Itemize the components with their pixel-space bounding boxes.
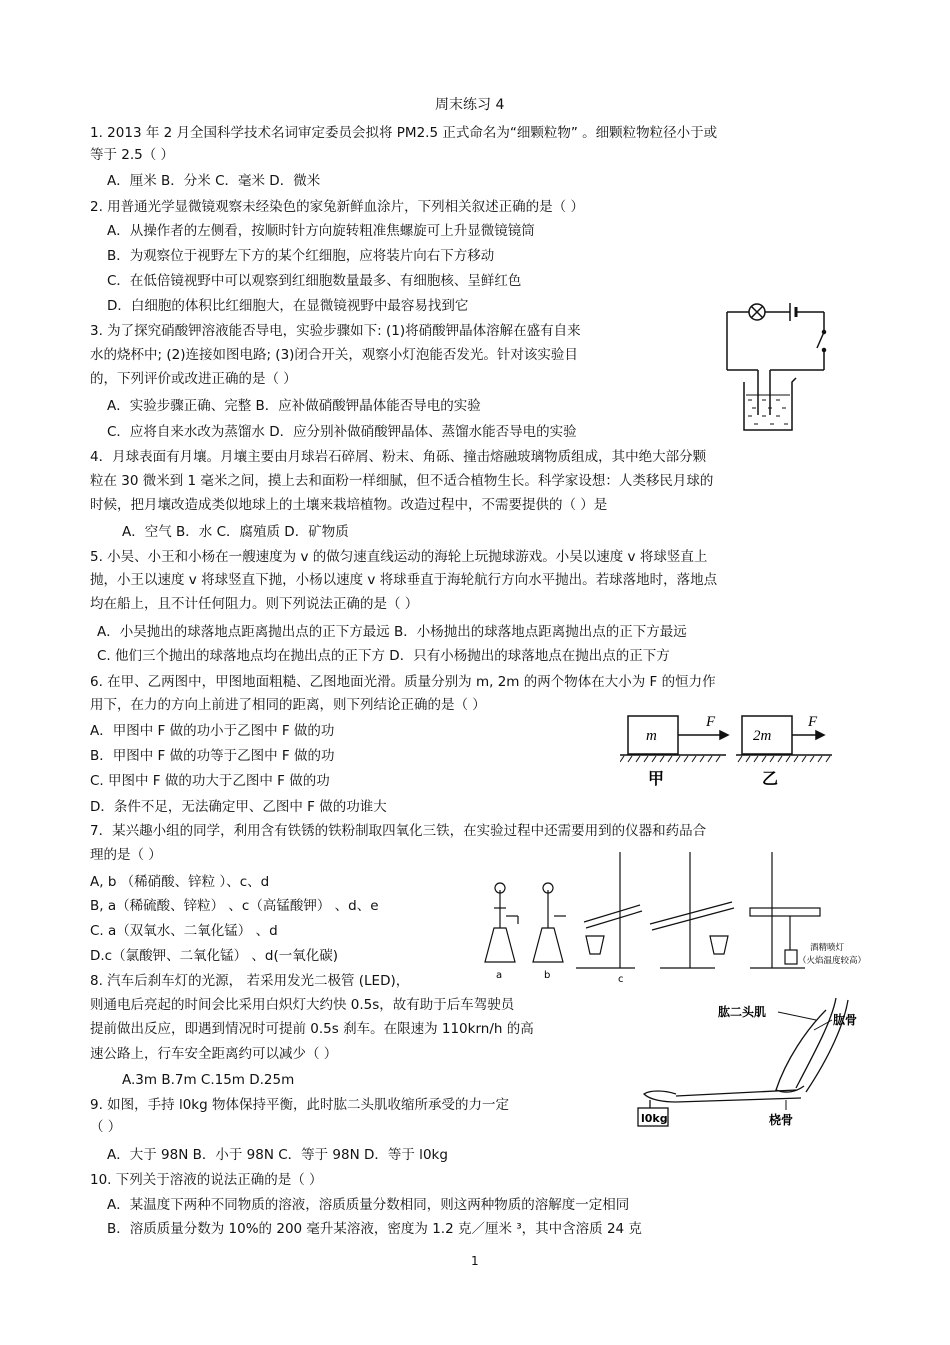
text-line: 时候，把月壤改造成类似地球上的土壤来栽培植物。改造过程中，不需要提供的（ ）是: [90, 497, 608, 513]
text-line: A．厘米 B．分米 C．毫米 D．微米: [107, 173, 321, 189]
page-title: 周末练习 4: [435, 97, 505, 113]
text-line: B．甲图中 F 做的功等于乙图中 F 做的功: [90, 748, 335, 764]
text-line: C. 甲图中 F 做的功大于乙图中 F 做的功: [90, 773, 330, 789]
alcohol-lamp-icon: [785, 950, 797, 964]
text-line: 提前做出反应，即遇到情况时可提前 0.5s 刹车。在限速为 110krn/h 的高: [90, 1021, 534, 1037]
text-line: C．在低倍镜视野中可以观察到红细胞数量最多、有细胞核、呈鲜红色: [107, 273, 522, 289]
text-line: D.c（氯酸钾、二氧化锰） 、d(一氧化碳): [90, 948, 339, 964]
label-a: a: [496, 970, 503, 981]
text-line: 4．月球表面有月壤。月壤主要由月球岩石碎屑、粉末、角砾、撞击熔融玻璃物质组成，其中绝大部分颗: [90, 449, 707, 465]
biceps-label: 肱二头肌: [718, 1005, 767, 1019]
text-line: B, a（稀硫酸、锌粒） 、c（高锰酸钾） 、d、e: [90, 898, 379, 914]
label-c: c: [618, 974, 624, 985]
text-line: 2. 用普通光学显微镜观察未经染色的家兔新鲜血涂片，下列相关叙述正确的是（ ）: [90, 199, 584, 215]
text-line: 10. 下列关于溶液的说法正确的是（ ）: [90, 1172, 323, 1188]
text-line: 1. 2013 年 2 月全国科学技术名词审定委员会拟将 PM2.5 正式命名为“细颗粒物” 。细颗粒物粒径小于或: [90, 125, 718, 141]
text-line: C. a（双氧水、二氧化锰） 、d: [90, 923, 278, 939]
fig-label-yi: 乙: [762, 769, 779, 788]
radius-icon: [676, 1090, 796, 1096]
text-line: 理的是（ ）: [90, 847, 162, 863]
text-line: B．溶质质量分数为 10%的 200 毫升某溶液，密度为 1.2 克／厘米 ³，其中含溶质 24 克: [107, 1221, 642, 1237]
humerus-label: 肱骨: [833, 1013, 858, 1027]
text-line: 水的烧杯中; (2)连接如图电路; (3)闭合开关，观察小灯泡能否发光。针对该实验目: [90, 347, 578, 363]
text-line: 均在船上，且不计任何阻力。则下列说法正确的是（ ）: [90, 596, 419, 612]
text-line: D．条件不足，无法确定甲、乙图中 F 做的功谁大: [90, 799, 387, 815]
text-line: A, b （稀硝酸、锌粒 ）、c、d: [90, 874, 270, 890]
force-label-1: F: [706, 714, 716, 730]
circuit-figure: [722, 300, 842, 440]
text-line: 8. 汽车后刹车灯的光源， 若采用发光二极管 (LED)，: [90, 973, 410, 989]
text-line: （ ）: [90, 1119, 122, 1135]
label-b: b: [544, 970, 551, 981]
text-line: 粒在 30 微米到 1 毫米之间，摸上去和面粉一样细腻，但不适合植物生长。科学家设想：人类移民月球的: [90, 473, 714, 489]
text-line: 抛，小王以速度 v 将球竖直下抛，小杨以速度 v 将球垂直于海轮航行方向水平抛出。若球落地时，落地点: [90, 572, 718, 588]
switch-icon: [817, 332, 824, 348]
fig-label-jia: 甲: [648, 769, 665, 788]
block-m-label: m: [646, 728, 657, 744]
lamp-label-1: 酒精喷灯: [810, 943, 845, 953]
radius-label: 桡骨: [769, 1113, 794, 1127]
text-line: A．从操作者的左侧看，按顺时针方向旋转粗准焦螺旋可上升显微镜镜筒: [107, 223, 535, 239]
page-number: 1: [471, 1254, 479, 1268]
block-2m-label: 2m: [753, 728, 772, 744]
force-figure: [620, 706, 840, 790]
text-line: 则通电后亮起的时间会比采用白炽灯大约快 0.5s，故有助于后车驾驶员: [90, 997, 515, 1013]
lamp-label-2: （火焰温度较高）: [798, 956, 867, 966]
apparatus-figure: [480, 850, 885, 985]
text-line: 7．某兴趣小组的同学，利用含有铁锈的铁粉制取四氧化三铁，在实验过程中还需要用到的仪器和药品合: [90, 823, 707, 839]
text-line: 速公路上，行车安全距离约可以减少（ ）: [90, 1046, 338, 1062]
text-line: A．大于 98N B．小于 98N C．等于 98N D．等于 l0kg: [107, 1147, 448, 1163]
text-line: 的，下列评价或改进正确的是（ ）: [90, 371, 297, 387]
text-line: C. 他们三个抛出的球落地点均在抛出点的正下方 D．只有小杨抛出的球落地点在抛出点的正下方: [97, 648, 670, 664]
text-line: A.3m B.7m C.15m D.25m: [122, 1072, 295, 1088]
flask-b-icon: [533, 928, 563, 962]
arm-figure: [636, 990, 866, 1130]
text-line: A．小吴抛出的球落地点距离抛出点的正下方最远 B．小杨抛出的球落地点距离抛出点的正下方最远: [97, 624, 687, 640]
humerus-icon: [796, 998, 836, 1088]
text-line: 5. 小吴、小王和小杨在一艘速度为 v 的做匀速直线运动的海轮上玩抛球游戏。小吴以速度 v 将球竖直上: [90, 549, 708, 565]
force-label-2: F: [808, 714, 818, 730]
text-line: 9. 如图，手持 l0kg 物体保持平衡，此时肱二头肌收缩所承受的力一定: [90, 1097, 509, 1113]
text-line: A．空气 B．水 C．腐殖质 D．矿物质: [122, 524, 349, 540]
text-line: 6. 在甲、乙两图中，甲图地面粗糙、乙图地面光滑。质量分别为 m, 2m 的两个物体在大小为 F 的恒力作: [90, 674, 716, 690]
weight-label: l0kg: [641, 1112, 668, 1125]
text-line: C．应将自来水改为蒸馏水 D．应分别补做硝酸钾晶体、蒸馏水能否导电的实验: [107, 424, 577, 440]
flask-a-icon: [485, 928, 515, 962]
text-line: D．白细胞的体积比红细胞大，在显微镜视野中最容易找到它: [107, 298, 469, 314]
text-line: 用下，在力的方向上前进了相同的距离，则下列结论正确的是（ ）: [90, 697, 486, 713]
text-line: 3. 为了探究硝酸钾溶液能否导电，实验步骤如下: (1)将硝酸钾晶体溶解在盛有自来: [90, 323, 581, 339]
text-line: A．甲图中 F 做的功小于乙图中 F 做的功: [90, 723, 335, 739]
text-line: A．实验步骤正确、完整 B．应补做硝酸钾晶体能否导电的实验: [107, 398, 481, 414]
text-line: A．某温度下两种不同物质的溶液，溶质质量分数相同，则这两种物质的溶解度一定相同: [107, 1197, 630, 1213]
text-line: B．为观察位于视野左下方的某个红细胞，应将装片向右下方移动: [107, 248, 495, 264]
text-line: 等于 2.5（ ）: [90, 147, 175, 163]
